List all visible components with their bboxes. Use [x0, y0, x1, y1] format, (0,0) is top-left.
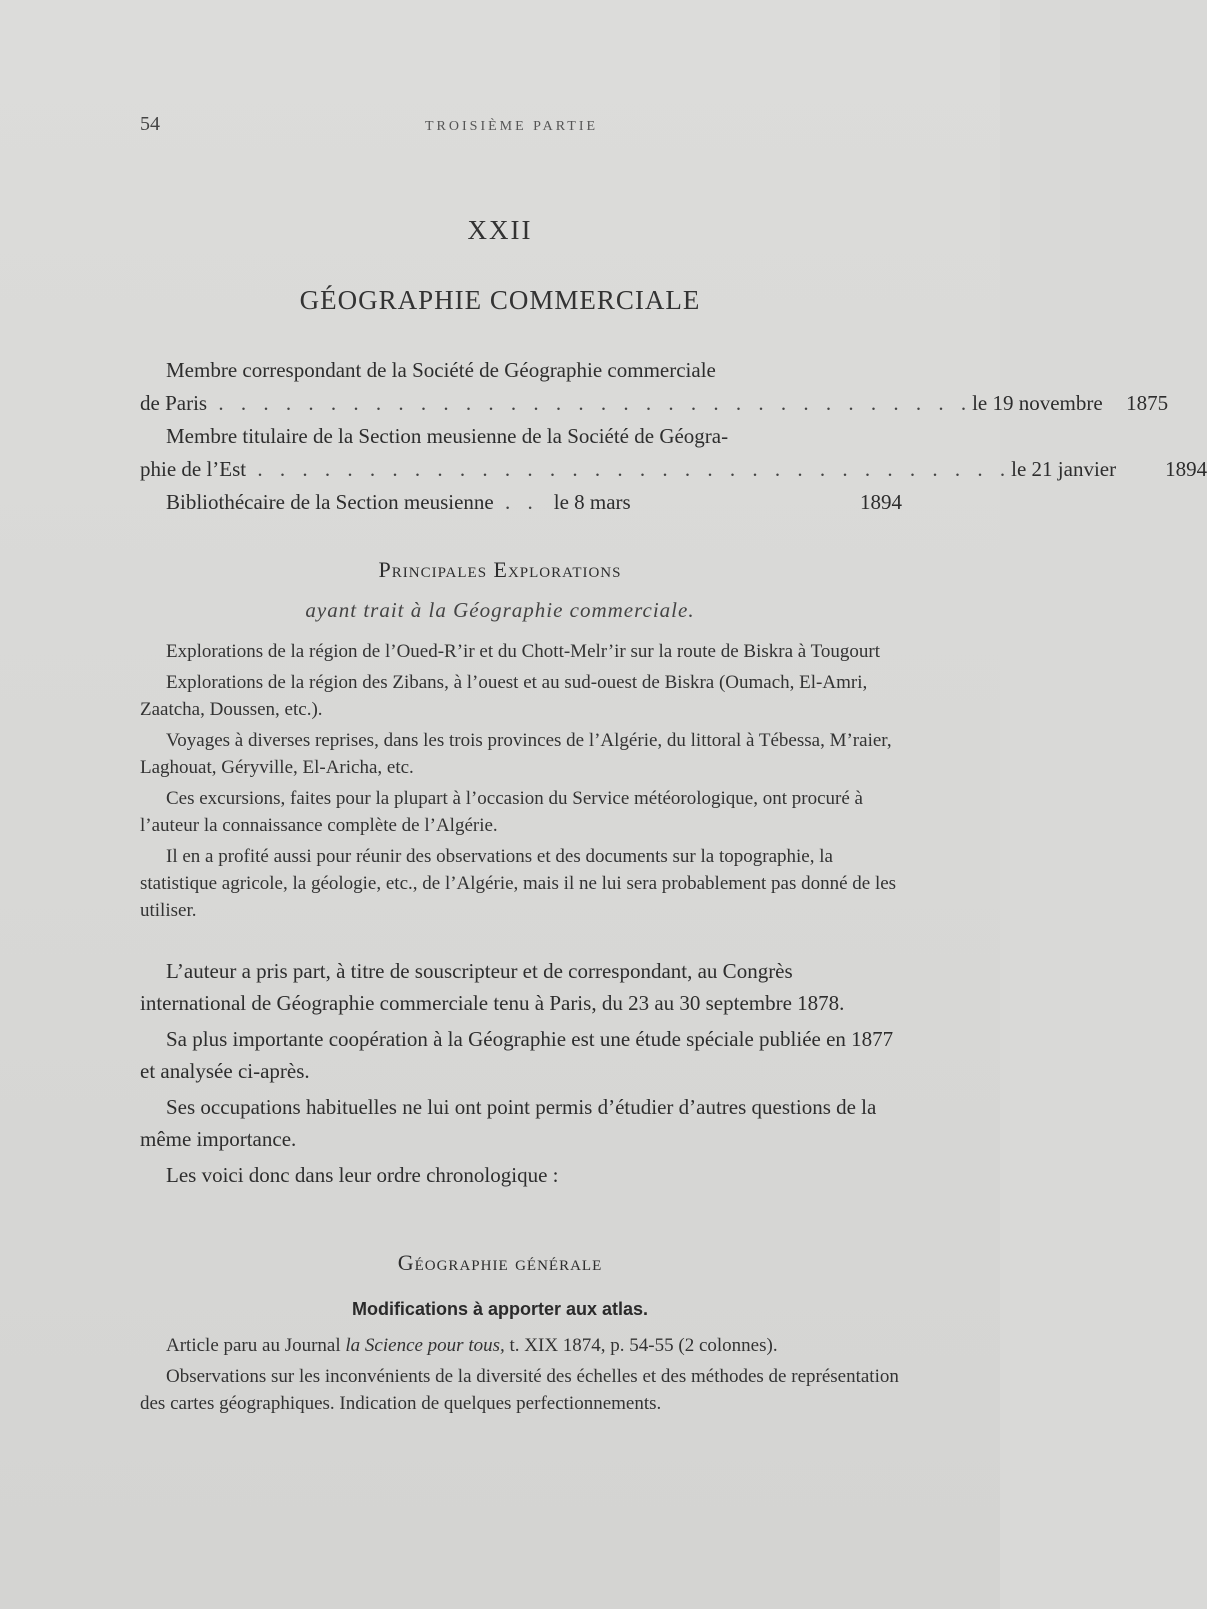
exploration-paragraph: Voyages à diverses reprises, dans les trois provinces de l’Algérie, du littoral à Tébessa, M’raier, Laghouat, Géryville, El-Aricha, etc.	[140, 730, 892, 778]
membership-date-row	[140, 387, 1169, 420]
exploration-paragraph: Il en a profité aussi pour réunir des observations et des documents sur la topographie, la statistique agricole, la géologie, etc., de l’Algérie, mais il ne lui sera probablement pas donné de les utiliser.	[140, 846, 897, 921]
membership-text: Membre correspondant de la Société de Géographie commerciale	[166, 358, 716, 382]
membership-date-row	[140, 453, 1207, 486]
running-header	[140, 113, 900, 143]
article-entry	[140, 1332, 902, 1417]
reference-suffix: t. XIX 1874, p. 54-55 (2 colonnes).	[509, 1335, 778, 1356]
article-reference	[140, 1332, 902, 1359]
membership-entry	[140, 486, 902, 519]
exploration-paragraph: Explorations de la région des Zibans, à l’ouest et au sud-ouest de Biskra (Oumach, El-Amri, Zaatcha, Doussen, etc.).	[140, 672, 868, 720]
membership-entry	[140, 354, 1169, 420]
body-paragraph: Ses occupations habituelles ne lui ont point permis d’étudier d’autres questions de la même importance.	[140, 1095, 877, 1151]
leader-dots: . .	[493, 490, 539, 514]
general-heading: Géographie générale	[397, 1250, 603, 1275]
exploration-paragraph: Ces excursions, faites pour la plupart à l’occasion du Service météorologique, ont procuré à l’auteur la connaissance complète de l’Algérie.	[140, 788, 863, 836]
page-number: 54	[140, 113, 160, 135]
body-text	[140, 955, 902, 1195]
article-title: Modifications à apporter aux atlas.	[351, 1299, 649, 1319]
explorations-list	[140, 638, 902, 928]
article-description: Observations sur les inconvénients de la diversité des échelles et des méthodes de représentation des cartes géographiques. Indication de quelques perfectionnements.	[140, 1366, 899, 1414]
membership-text: Bibliothécaire de la Section meusienne	[166, 490, 494, 514]
membership-entry	[140, 420, 1207, 486]
membership-date: le 8 mars	[553, 490, 631, 514]
section-number: XXII	[467, 215, 533, 245]
membership-date: le 19 novembre	[972, 391, 1103, 415]
running-title: TROISIÈME PARTIE	[425, 119, 599, 134]
section-title: GÉOGRAPHIE COMMERCIALE	[299, 285, 701, 315]
membership-text-cont: phie de l’Est	[140, 457, 247, 481]
membership-text-cont: de Paris	[140, 391, 208, 415]
explorations-heading: Principales Explorations	[378, 557, 622, 582]
explorations-subheading: ayant trait à la Géographie commerciale.	[305, 598, 695, 622]
body-paragraph: Sa plus importante coopération à la Géographie est une étude spéciale publiée en 1877 et analysée ci-après.	[140, 1027, 894, 1083]
membership-list	[140, 354, 1207, 519]
exploration-paragraph: Explorations de la région de l’Oued-R’ir et du Chott-Melr’ir sur la route de Biskra à Tougourt	[166, 641, 880, 662]
reference-journal: la Science pour tous,	[345, 1335, 505, 1356]
membership-date: le 21 janvier	[1011, 457, 1117, 481]
reference-prefix: Article paru au Journal	[166, 1335, 341, 1356]
leader-dots: . . . . . . . . . . . . . . . . . . . . . . . . . . . . . . . . . .	[207, 391, 973, 415]
body-paragraph: L’auteur a pris part, à titre de souscripteur et de correspondant, au Congrès international de Géographie commerciale tenu à Paris, du 23 au 30 septembre 1878.	[140, 959, 845, 1015]
membership-text: Membre titulaire de la Section meusienne de la Société de Géogra-	[166, 424, 729, 448]
leader-dots: . . . . . . . . . . . . . . . . . . . . . . . . . . . . . . . . . .	[246, 457, 1012, 481]
membership-year: 1894	[1165, 457, 1207, 481]
membership-year: 1875	[1126, 391, 1169, 415]
membership-year: 1894	[860, 490, 902, 514]
body-paragraph: Les voici donc dans leur ordre chronologique :	[166, 1163, 559, 1187]
